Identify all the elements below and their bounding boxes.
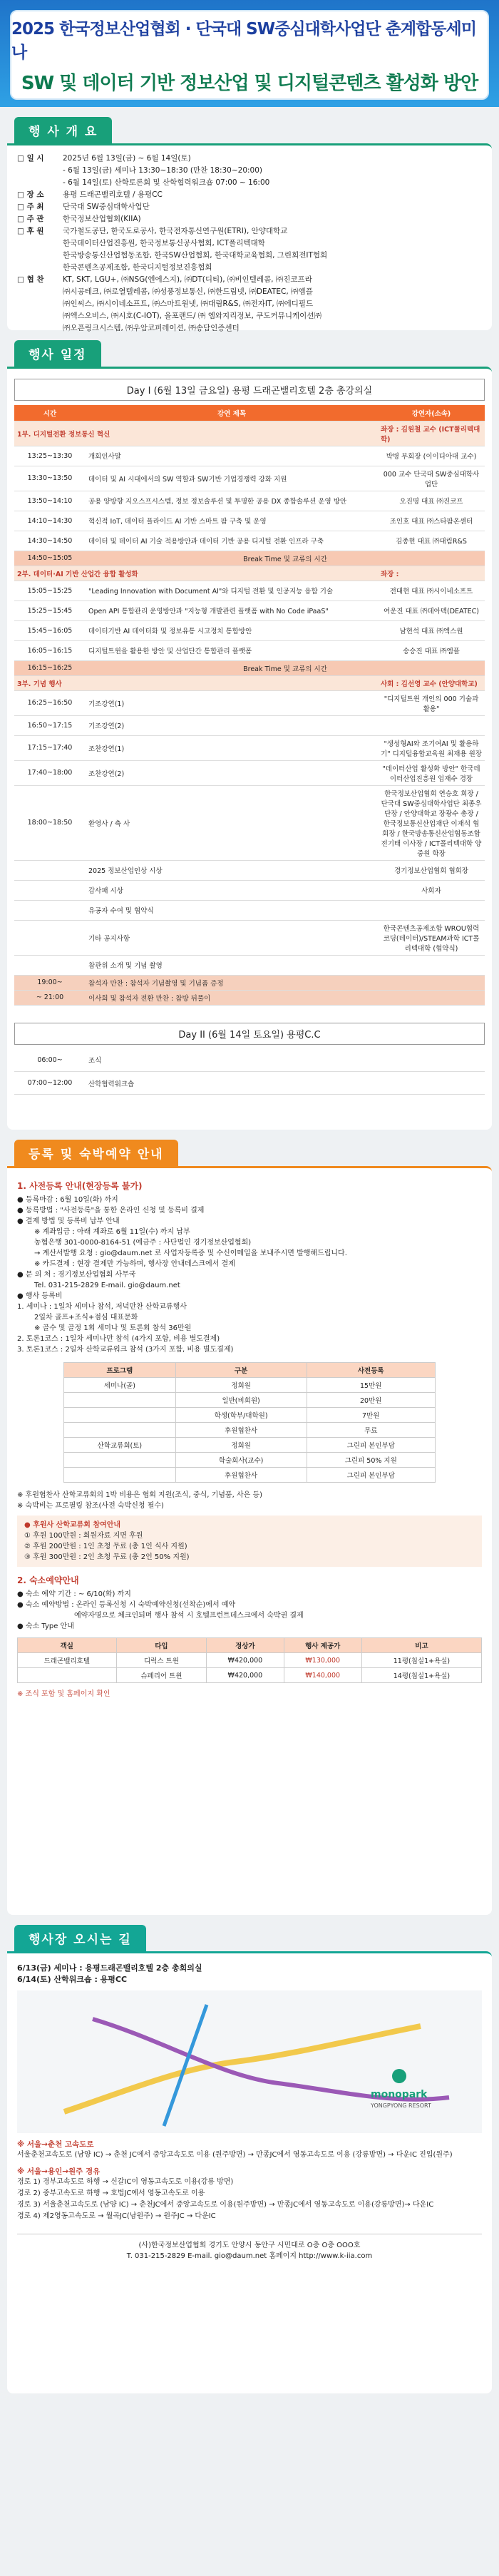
- route-text-1: 서울춘천고속도로 (남양 IC) → 춘천 JC에서 중앙고속도로 이용 (원주방면) → 만종JC에서 영동고속도로 이용 (강릉방면) → 다운IC 진입(원주): [17, 2151, 453, 2159]
- venue-marker-icon: [392, 2069, 406, 2083]
- row-speaker: "디지털트윈 개인의 000 기술과 활용": [378, 690, 485, 715]
- room-event: ₩130,000: [284, 1653, 361, 1668]
- row-time: 19:00~: [14, 975, 86, 990]
- reg-line: ● 등록마감 : 6월 10일(화) 까지: [17, 1196, 118, 1204]
- sec2-line-3: 예약자명으로 체크인되며 행사 참석 시 호텔프런트데스크에서 숙박권 결제: [74, 1612, 304, 1620]
- overview-row: [17, 262, 482, 274]
- overview-tab: 행 사 개 요: [14, 117, 112, 143]
- overview-box: [7, 143, 492, 330]
- room-col-venue: 객실: [18, 1638, 117, 1653]
- reg-line: ※ 계좌입금 : 아래 계좌로 6월 11일(수) 까지 납부: [34, 1228, 190, 1236]
- overview-label: □ 주 관: [17, 213, 63, 225]
- row-title: 2025 정보산업인상 시상: [86, 860, 378, 880]
- row-time: 14:50~15:05: [14, 551, 86, 566]
- reg-line: ● 문 의 처 : 경기정보산업협회 사무국: [17, 1271, 136, 1279]
- fee-fee: 그린피 50% 지원: [307, 1453, 435, 1468]
- table-row: [64, 1393, 436, 1408]
- reg-line: ※ 카드결제 : 현장 결제만 가능하며, 행사장 안내데스크에서 결제: [34, 1260, 235, 1268]
- room-table: [17, 1637, 482, 1683]
- dinner-row: [14, 975, 485, 990]
- sponsor-note-2: ② 후원 200만원 : 1인 초청 무료 (총 1인 식사 지원): [24, 1543, 187, 1550]
- row-title: 조식: [86, 1049, 485, 1072]
- table-row: [14, 446, 485, 466]
- room-col-regular: 정상가: [207, 1638, 284, 1653]
- row-title: 환영사 / 축 사: [86, 785, 378, 860]
- row-speaker: 여운진 대표 ㈜데아텍(DEATEC): [378, 600, 485, 620]
- reg-lines: [17, 1195, 482, 1355]
- overview-row: [17, 286, 482, 298]
- reg-line: → 계산서발행 요청 : gio@daum.net 로 사업자등록증 및 수신이메일을 보내주시면 발행해드립니다.: [34, 1249, 347, 1257]
- row-time: ~ 21:00: [14, 990, 86, 1005]
- fee-prog: [64, 1453, 175, 1468]
- fee-note-2: ※ 숙박비는 프로필링 참조(사전 숙박신청 필수): [17, 1502, 164, 1510]
- row-title: 데이터 및 데이터 AI 기술 적용방안과 데이터 기반 공용 디지털 전환 인프라 구축: [86, 531, 378, 551]
- schedule-box: [7, 367, 492, 1130]
- session-chair: 좌장 :: [378, 566, 485, 581]
- room-regular: ₩420,000: [207, 1668, 284, 1683]
- row-speaker: 한국정보산업협회 연승호 회장 / 단국대 SW중심대학사업단 최종우 단장 / 안양대학교 장광수 총장 / 한국정보통신산업재단 이재석 협회장 / 한국방송통신산업협동조합 전기태 이사장 / ICT폴리텍대학 양중원 학장: [378, 785, 485, 860]
- fee-col-prog: 프로그램: [64, 1363, 175, 1378]
- table-row: [14, 1049, 485, 1072]
- overview-value: - 6월 14일(토) 산학토론회 및 산학협력워크숍 07:00 ~ 16:00: [63, 178, 270, 187]
- table-row: [14, 715, 485, 735]
- overview-label: □ 후 원: [17, 225, 63, 237]
- header-title-line2: SW 및 데이터 기반 정보산업 및 디지털콘텐츠 활성화 방안: [21, 72, 478, 94]
- session-title: 3부. 기념 행사: [14, 675, 378, 690]
- schedule-section: [0, 340, 499, 1130]
- overview-value: ㈜인씨스, ㈜시이네소프트, ㈜스마트원넷, ㈜대림R&S, ㈜전자IT, ㈜에디필드: [63, 300, 314, 308]
- sec2-line-1: ● 숙소 예약 기간 : ~ 6/10(화) 까지: [17, 1590, 131, 1598]
- row-title: 이사회 및 참석자 전환 만찬 : 참방 뒤풀이: [86, 990, 485, 1005]
- row-time: 17:40~18:00: [14, 760, 86, 785]
- row-time: 16:05~16:15: [14, 640, 86, 660]
- table-row: [14, 581, 485, 600]
- row-speaker: 박병 부회장 (이이디아대 교수): [378, 446, 485, 466]
- table-row: [14, 1072, 485, 1095]
- overview-label: □ 협 찬: [17, 274, 63, 286]
- table-row: [14, 690, 485, 715]
- table-row: [14, 880, 485, 900]
- overview-row: [17, 322, 482, 334]
- table-row: [14, 900, 485, 920]
- overview-row: [17, 250, 482, 262]
- row-time: [14, 880, 86, 900]
- route-map: [17, 1990, 482, 2133]
- row-title: 혁신적 IoT, 데이터 플라이드 AI 기반 스마트 팜 구축 및 운영: [86, 511, 378, 531]
- reg-line: 1. 세미나 : 1일차 세미나 참석, 저녁만찬 산학교류행사: [17, 1303, 187, 1311]
- fee-fee: 20만원: [307, 1393, 435, 1408]
- route-map-svg: [17, 1990, 482, 2133]
- row-title: 참관위 소개 및 기념 촬영: [86, 955, 378, 975]
- table-row: [14, 531, 485, 551]
- session-title: 2부. 데이터·AI 기반 산업간 융합 활성화: [14, 566, 378, 581]
- table-row: [14, 491, 485, 511]
- overview-row: [17, 225, 482, 237]
- footer: [17, 2234, 482, 2267]
- fee-kind: 일반(비회원): [175, 1393, 307, 1408]
- row-title: 개회인사말: [86, 446, 378, 466]
- directions-tab: 행사장 오시는 길: [14, 1925, 146, 1951]
- row-speaker: 남현석 대표 ㈜엑스원: [378, 620, 485, 640]
- reg-line: Tel. 031-215-2829 E-mail. gio@daum.net: [34, 1282, 180, 1289]
- fee-col-fee: 사전등록: [307, 1363, 435, 1378]
- table-row: [14, 860, 485, 880]
- row-time: [14, 900, 86, 920]
- row-time: 13:50~14:10: [14, 491, 86, 511]
- row-time: 13:30~13:50: [14, 466, 86, 491]
- row-time: 18:00~18:50: [14, 785, 86, 860]
- table-row: [14, 955, 485, 975]
- row-speaker: [378, 900, 485, 920]
- fee-prog: [64, 1408, 175, 1423]
- reg-line: 농협은행 301-0000-8164-51 (예금주 : 사단법인 경기정보산업협회): [34, 1239, 252, 1247]
- overview-row: [17, 213, 482, 225]
- row-time: 14:30~14:50: [14, 531, 86, 551]
- fee-fee: 무료: [307, 1423, 435, 1438]
- row-time: 15:25~15:45: [14, 600, 86, 620]
- fee-fee: 그린피 본인부담: [307, 1438, 435, 1453]
- row-time: 17:15~17:40: [14, 735, 86, 760]
- col-title-header: 강연 제목: [86, 405, 378, 421]
- room-note: 14평(침실1+욕실): [361, 1668, 481, 1683]
- overview-row: [17, 274, 482, 286]
- row-title: 디지털트윈을 활용한 방안 및 산업단간 통합관리 플랫폼: [86, 640, 378, 660]
- route-title-2: ※ 서울→용인→원주 경유: [17, 2167, 101, 2176]
- row-title: Break Time 및 교류의 시간: [86, 660, 485, 675]
- table-row: [18, 1668, 482, 1683]
- registration-tab: 등록 및 숙박예약 안내: [14, 1140, 178, 1166]
- sponsor-note-1: ① 후원 100만원 : 회원자료 지면 후원: [24, 1532, 143, 1540]
- fee-prog: 산학교류회(토): [64, 1438, 175, 1453]
- session-chair: 좌장 : 김원철 교수 (ICT폴리텍대학): [378, 421, 485, 446]
- row-speaker: 전대현 대표 ㈜시이네소프트: [378, 581, 485, 600]
- fee-kind: 후원협찬사: [175, 1423, 307, 1438]
- header-card: [10, 10, 489, 100]
- row-title: 조찬강연(2): [86, 760, 378, 785]
- row-speaker: 송승진 대표 ㈜엠플: [378, 640, 485, 660]
- overview-row: [17, 189, 482, 201]
- sponsor-note-3: ③ 후원 300만원 : 2인 초청 무료 (총 2인 50% 지원): [24, 1553, 190, 1561]
- row-speaker: 사회자: [378, 880, 485, 900]
- table-row: [14, 511, 485, 531]
- table-row: [64, 1468, 436, 1483]
- room-type: 디럭스 트윈: [116, 1653, 207, 1668]
- row-title: 데이터 및 AI 시대에서의 SW 역할과 SW기반 기업경쟁력 강화 지원: [86, 466, 378, 491]
- sponsor-note-box: [17, 1516, 482, 1567]
- overview-label: □ 주 최: [17, 201, 63, 213]
- room-note: ※ 조식 포함 및 홈페이지 확인: [17, 1690, 110, 1698]
- row-speaker: [378, 715, 485, 735]
- table-row: [18, 1653, 482, 1668]
- room-type: 슈페리어 트윈: [116, 1668, 207, 1683]
- dir-line-2: 6/14(토) 산학워크숍 : 용평CC: [17, 1975, 128, 1984]
- col-time-header: 시간: [14, 405, 86, 421]
- row-title: 데이터기반 AI 데이터화 및 정보유통 시고정치 통합방안: [86, 620, 378, 640]
- session-header-row: [14, 566, 485, 581]
- directions-box: [7, 1951, 492, 2393]
- row-time: 13:25~13:30: [14, 446, 86, 466]
- row-title: 조찬강연(1): [86, 735, 378, 760]
- row-title: 산학협력워크숍: [86, 1072, 485, 1095]
- footer-address: (사)한국정보산업협회 경기도 안양시 동안구 시민대로 O층 O층 OOO호: [138, 2242, 361, 2249]
- fee-kind: 학생(학부/대학원): [175, 1408, 307, 1423]
- table-row: [14, 620, 485, 640]
- row-title: "Leading Innovation with Document AI"와 디지털 전환 및 인공지능 융합 기술: [86, 581, 378, 600]
- row-speaker: 김종현 대표 ㈜대림R&S: [378, 531, 485, 551]
- row-time: [14, 955, 86, 975]
- row-time: [14, 920, 86, 955]
- day2-table: [14, 1049, 485, 1095]
- table-row: [14, 920, 485, 955]
- route-text-2: 경로 1) 경부고속도로 하행 → 신갈IC이 영동고속도로 이용(강릉 방면) 경로 2) 중부고속도로 하행 → 호법JC에서 영동고속도로 이용 경로 3) 서울춘천고속도로 (남양 IC) → 춘천JC에서 중앙고속도로 이용(원주방면) → 만종JC에서 영동고속도로 이용(강릉방면)→ 다운IC 경로 4) 제2영동고속도로 → 월곡JC(남원주) → 원주JC → 다운IC: [17, 2178, 434, 2220]
- overview-section: [0, 117, 499, 330]
- room-regular: ₩420,000: [207, 1653, 284, 1668]
- session-title: 1부. 디지털전환 정보통신 혁신: [14, 421, 378, 446]
- reg-line: 2일차 골프+조식+점심 대표문화: [34, 1314, 138, 1322]
- room-venue: [18, 1668, 117, 1683]
- row-title: 감사패 시상: [86, 880, 378, 900]
- room-col-note: 비고: [361, 1638, 481, 1653]
- row-title: 기조강연(1): [86, 690, 378, 715]
- room-col-event: 행사 제공가: [284, 1638, 361, 1653]
- fee-prog: [64, 1468, 175, 1483]
- header-title-line1: 2025 한국정보산업협회 · 단국대 SW중심대학사업단 춘계합동세미나: [11, 19, 476, 62]
- row-time: 15:05~15:25: [14, 581, 86, 600]
- overview-value: ㈜엑스오비스, ㈜시호(C-IOT), 올포랜드/ ㈜ 엠와지리정보, 쿠도커뮤니케이션㈜: [63, 312, 321, 320]
- row-speaker: [378, 955, 485, 975]
- fee-kind: 학술회사(교수): [175, 1453, 307, 1468]
- row-title: Open API 통합관리 운영방안과 "지능형 개발관련 플랫폼 with No Code iPaaS": [86, 600, 378, 620]
- fee-fee: 7만원: [307, 1408, 435, 1423]
- overview-value: 한국방송통신산업협동조합, 한국SW산업협회, 한국대학교육협회, 그린회전IT협회: [63, 251, 328, 260]
- row-title: 유공자 수여 및 협약식: [86, 900, 378, 920]
- day1-title: Day I (6월 13일 금요일) 용평 드래곤밸리호텔 2층 총강의실: [14, 379, 485, 401]
- fee-prog: [64, 1423, 175, 1438]
- row-time: 16:25~16:50: [14, 690, 86, 715]
- registration-section: [0, 1140, 499, 1915]
- fee-note-1: ※ 후원협찬사 산학교류회의 1박 비용은 협회 지원(조식, 중식, 기념품, 사은 등): [17, 1491, 263, 1499]
- overview-value: 국가철도공단, 한국도로공사, 한국전자통신연구원(ETRI), 안양대학교: [63, 227, 288, 235]
- table-row: [64, 1378, 436, 1393]
- fee-prog: [64, 1393, 175, 1408]
- overview-row: [17, 165, 482, 177]
- room-event: ₩140,000: [284, 1668, 361, 1683]
- overview-value: 한국콘텐츠공제조합, 한국디지털정보진흥협회: [63, 263, 212, 272]
- row-speaker: "생성형AI와 조기여AI 및 활용하기" 디지털융합교육원 최재용 원장: [378, 735, 485, 760]
- reg-line: ● 행사 등록비: [17, 1292, 63, 1300]
- overview-label: □ 일 시: [17, 153, 63, 165]
- row-time: [14, 860, 86, 880]
- row-speaker: 오진명 대표 ㈜진코프: [378, 491, 485, 511]
- table-row: [64, 1453, 436, 1468]
- table-row: [14, 735, 485, 760]
- session-header-row: [14, 421, 485, 446]
- table-row: [64, 1408, 436, 1423]
- row-time: 14:10~14:30: [14, 511, 86, 531]
- room-venue: 드래곤밸리호텔: [18, 1653, 117, 1668]
- overview-value: ㈜오픈링크시스템, ㈜우암코퍼레이션, ㈜송담인증센터: [63, 324, 240, 332]
- session-chair: 사회 : 김선영 교수 (안양대학교): [378, 675, 485, 690]
- day2-title: Day II (6월 14일 토요일) 용평C.C: [14, 1023, 485, 1045]
- row-speaker: 한국콘텐츠공제조합 WROU협력코딩(데이터)/STEAM과학 ICT폴리텍대학 (협약식): [378, 920, 485, 955]
- overview-value: 한국데이터산업진흥원, 한국정보통신공사협회, ICT폴리텍대학: [63, 239, 265, 247]
- table-row: [14, 760, 485, 785]
- fee-table: [63, 1362, 436, 1483]
- highway-route-1: [64, 2026, 421, 2112]
- overview-label: □ 장 소: [17, 189, 63, 201]
- table-row: [14, 600, 485, 620]
- overview-value: 용평 드래곤밸리호텔 / 용평CC: [63, 190, 163, 199]
- row-time: 16:50~17:15: [14, 715, 86, 735]
- header-banner: [0, 0, 499, 107]
- overview-row: [17, 153, 482, 165]
- row-time: 06:00~: [14, 1049, 86, 1072]
- reg-sec2-title: 2. 숙소예약안내: [17, 1575, 79, 1585]
- route-title-1: ※ 서울→춘천 고속도로: [17, 2140, 94, 2149]
- overview-value: 한국정보산업협회(KIIA): [63, 215, 141, 223]
- overview-row: [17, 310, 482, 322]
- table-row: [14, 466, 485, 491]
- overview-row: [17, 201, 482, 213]
- dinner-row: [14, 990, 485, 1005]
- directions-section: [0, 1925, 499, 2393]
- overview-value: - 6월 13일(금) 세미나 13:30~18:30 (만찬 18:30~20:00): [63, 166, 263, 175]
- map-logo: monopark: [371, 2089, 428, 2100]
- row-speaker: "데이터산업 활성화 방안" 한국데이터산업진흥원 엄재수 경장: [378, 760, 485, 785]
- overview-value: KT, SKT, LGU+, ㈜NSG(엔에스지), ㈜DT(디티), ㈜비인텔레콤, ㈜진코프라: [63, 275, 312, 284]
- row-time: 07:00~12:00: [14, 1072, 86, 1095]
- table-row: [64, 1438, 436, 1453]
- fee-col-kind: 구분: [175, 1363, 307, 1378]
- row-speaker: 조인호 대표 ㈜스타팜온센터: [378, 511, 485, 531]
- fee-kind: 정회원: [175, 1438, 307, 1453]
- break-row: [14, 551, 485, 566]
- row-title: 공용 양방향 지오스프시스템, 정보 정보솔루션 및 투명한 공용 DX 종합솔루션 운영 방안: [86, 491, 378, 511]
- reg-line: ● 결제 방법 및 등록비 납부 안내: [17, 1217, 120, 1225]
- fee-fee: 15만원: [307, 1378, 435, 1393]
- fee-prog: 세미나(골): [64, 1378, 175, 1393]
- sec2-line-4: ● 숙소 Type 안내: [17, 1622, 74, 1630]
- registration-box: [7, 1166, 492, 1915]
- overview-value: 2025년 6월 13일(금) ~ 6월 14일(토): [63, 154, 191, 163]
- session-header-row: [14, 675, 485, 690]
- map-logo-sub: YONGPYONG RESORT: [371, 2102, 431, 2109]
- overview-row: [17, 177, 482, 189]
- col-speaker-header: 강연자(소속): [378, 405, 485, 421]
- reg-line: ※ 골수 및 골정 1회 세미나 및 토론회 참석 36만원: [34, 1324, 192, 1332]
- row-time: 15:45~16:05: [14, 620, 86, 640]
- day1-table: [14, 405, 485, 1006]
- footer-contact: T. 031-215-2829 E-mail. gio@daum.net 홈페이지 http://www.k-iia.com: [126, 2252, 373, 2260]
- reg-line: 3. 토론1코스 : 2일차 산학교류워크 참석 (3가지 포함, 비용 별도결제): [17, 1346, 234, 1354]
- fee-kind: 정회원: [175, 1378, 307, 1393]
- row-time: 16:15~16:25: [14, 660, 86, 675]
- row-title: 참석자 만찬 : 참석자 기념촬영 및 기념품 증정: [86, 975, 485, 990]
- break-row: [14, 660, 485, 675]
- overview-row: [17, 237, 482, 250]
- room-note: 11평(침실1+욕실): [361, 1653, 481, 1668]
- row-speaker: 000 교수 단국대 SW중심대학사업단: [378, 466, 485, 491]
- fee-fee: 그린피 본인부담: [307, 1468, 435, 1483]
- row-speaker: 경기정보산업협회 협회장: [378, 860, 485, 880]
- row-title: 기조강연(2): [86, 715, 378, 735]
- overview-row: [17, 298, 482, 310]
- schedule-tab: 행사 일정: [14, 340, 101, 367]
- table-row: [14, 785, 485, 860]
- fee-kind: 후원협찬사: [175, 1468, 307, 1483]
- row-title: Break Time 및 교류의 시간: [86, 551, 485, 566]
- table-row: [64, 1423, 436, 1438]
- reg-sec1-title: 1. 사전등록 안내(현장등록 불가): [17, 1181, 143, 1191]
- reg-line: ● 등록방법 : "사전등록"을 통한 온라인 신청 및 등록비 결제: [17, 1207, 205, 1215]
- sec2-line-2: ● 숙소 예약방법 : 온라인 등록신청 시 숙박예약신청(선착순)에서 예약: [17, 1601, 236, 1609]
- room-col-type: 타입: [116, 1638, 207, 1653]
- table-row: [14, 640, 485, 660]
- overview-value: 단국대 SW중심대학사업단: [63, 203, 150, 211]
- overview-value: ㈜시공테크, ㈜로열텔레콤, ㈜성풍정보통신, ㈜한드림넷, ㈜DEATEC, ㈜엠플: [63, 287, 313, 296]
- row-title: 기타 공지사항: [86, 920, 378, 955]
- dir-line-1: 6/13(금) 세미나 : 용평드래곤밸리호텔 2층 총회의실: [17, 1963, 202, 1973]
- sponsor-note-title: ● 후원사 산학교류회 참여안내: [24, 1521, 121, 1529]
- reg-line: 2. 토론1코스 : 1일차 세미나만 참석 (4가지 포함, 비용 별도결제): [17, 1335, 220, 1343]
